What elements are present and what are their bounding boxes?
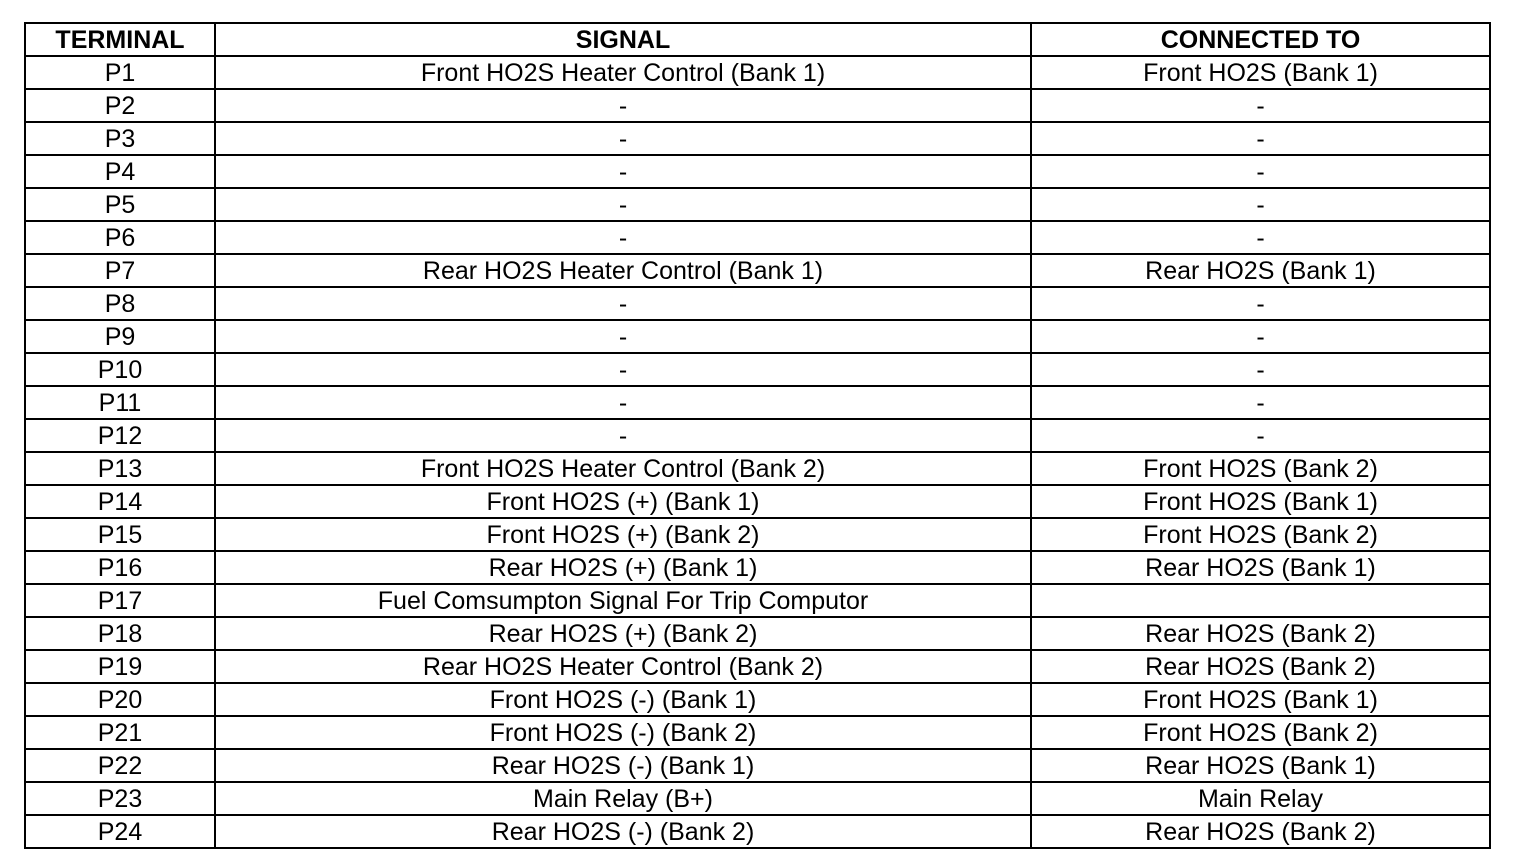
- signal-cell: Front HO2S (-) (Bank 2): [215, 716, 1031, 749]
- table-row: [25, 287, 1490, 320]
- header-signal: SIGNAL: [215, 23, 1031, 56]
- terminal-cell: P8: [25, 287, 215, 320]
- terminal-cell: P10: [25, 353, 215, 386]
- terminal-table-container: [24, 22, 1489, 849]
- signal-cell: -: [215, 320, 1031, 353]
- signal-cell: -: [215, 155, 1031, 188]
- terminal-cell: P20: [25, 683, 215, 716]
- signal-cell: -: [215, 89, 1031, 122]
- terminal-cell: P2: [25, 89, 215, 122]
- signal-cell: Rear HO2S (-) (Bank 1): [215, 749, 1031, 782]
- table-row: [25, 518, 1490, 551]
- terminal-cell: P16: [25, 551, 215, 584]
- connected-to-cell: -: [1031, 419, 1490, 452]
- signal-cell: Rear HO2S (-) (Bank 2): [215, 815, 1031, 848]
- connected-to-cell: -: [1031, 287, 1490, 320]
- connected-to-cell: Front HO2S (Bank 1): [1031, 683, 1490, 716]
- table-row: [25, 254, 1490, 287]
- connected-to-cell: Front HO2S (Bank 2): [1031, 518, 1490, 551]
- signal-cell: Main Relay (B+): [215, 782, 1031, 815]
- terminal-cell: P12: [25, 419, 215, 452]
- table-header: [25, 23, 1490, 56]
- table-row: [25, 122, 1490, 155]
- connected-to-cell: Rear HO2S (Bank 1): [1031, 749, 1490, 782]
- connected-to-cell: -: [1031, 188, 1490, 221]
- terminal-cell: P22: [25, 749, 215, 782]
- connected-to-cell: -: [1031, 353, 1490, 386]
- signal-cell: -: [215, 188, 1031, 221]
- table-row: [25, 155, 1490, 188]
- terminal-cell: P18: [25, 617, 215, 650]
- signal-cell: -: [215, 386, 1031, 419]
- terminal-cell: P21: [25, 716, 215, 749]
- signal-cell: -: [215, 287, 1031, 320]
- table-row: [25, 485, 1490, 518]
- table-row: [25, 551, 1490, 584]
- header-row: [25, 23, 1490, 56]
- table-row: [25, 56, 1490, 89]
- terminal-cell: P24: [25, 815, 215, 848]
- connected-to-cell: -: [1031, 221, 1490, 254]
- signal-cell: Front HO2S (-) (Bank 1): [215, 683, 1031, 716]
- terminal-cell: P4: [25, 155, 215, 188]
- terminal-cell: P13: [25, 452, 215, 485]
- terminal-cell: P17: [25, 584, 215, 617]
- signal-cell: Rear HO2S (+) (Bank 1): [215, 551, 1031, 584]
- connected-to-cell: Rear HO2S (Bank 2): [1031, 617, 1490, 650]
- connected-to-cell: -: [1031, 320, 1490, 353]
- connected-to-cell: Rear HO2S (Bank 2): [1031, 815, 1490, 848]
- signal-cell: Front HO2S (+) (Bank 2): [215, 518, 1031, 551]
- signal-cell: Rear HO2S Heater Control (Bank 1): [215, 254, 1031, 287]
- signal-cell: Front HO2S (+) (Bank 1): [215, 485, 1031, 518]
- signal-cell: -: [215, 221, 1031, 254]
- signal-cell: -: [215, 419, 1031, 452]
- connected-to-cell: [1031, 584, 1490, 617]
- connected-to-cell: Rear HO2S (Bank 1): [1031, 254, 1490, 287]
- table-row: [25, 617, 1490, 650]
- connected-to-cell: Front HO2S (Bank 2): [1031, 716, 1490, 749]
- terminal-cell: P5: [25, 188, 215, 221]
- connected-to-cell: -: [1031, 386, 1490, 419]
- table-row: [25, 683, 1490, 716]
- signal-cell: Rear HO2S (+) (Bank 2): [215, 617, 1031, 650]
- terminal-cell: P3: [25, 122, 215, 155]
- terminal-cell: P19: [25, 650, 215, 683]
- header-terminal: TERMINAL: [25, 23, 215, 56]
- terminal-cell: P23: [25, 782, 215, 815]
- terminal-cell: P1: [25, 56, 215, 89]
- connected-to-cell: Front HO2S (Bank 1): [1031, 485, 1490, 518]
- table-row: [25, 584, 1490, 617]
- terminal-cell: P11: [25, 386, 215, 419]
- terminal-table: [24, 22, 1491, 849]
- table-row: [25, 353, 1490, 386]
- connected-to-cell: Main Relay: [1031, 782, 1490, 815]
- signal-cell: Front HO2S Heater Control (Bank 2): [215, 452, 1031, 485]
- terminal-cell: P14: [25, 485, 215, 518]
- connected-to-cell: -: [1031, 122, 1490, 155]
- table-row: [25, 188, 1490, 221]
- table-row: [25, 815, 1490, 848]
- signal-cell: -: [215, 122, 1031, 155]
- connected-to-cell: Rear HO2S (Bank 2): [1031, 650, 1490, 683]
- table-row: [25, 650, 1490, 683]
- connected-to-cell: -: [1031, 89, 1490, 122]
- table-row: [25, 452, 1490, 485]
- signal-cell: Front HO2S Heater Control (Bank 1): [215, 56, 1031, 89]
- terminal-cell: P15: [25, 518, 215, 551]
- table-body: [25, 56, 1490, 848]
- signal-cell: Rear HO2S Heater Control (Bank 2): [215, 650, 1031, 683]
- table-row: [25, 221, 1490, 254]
- header-connected-to: CONNECTED TO: [1031, 23, 1490, 56]
- table-row: [25, 386, 1490, 419]
- connected-to-cell: -: [1031, 155, 1490, 188]
- connected-to-cell: Front HO2S (Bank 2): [1031, 452, 1490, 485]
- table-row: [25, 320, 1490, 353]
- terminal-cell: P6: [25, 221, 215, 254]
- table-row: [25, 749, 1490, 782]
- table-row: [25, 89, 1490, 122]
- table-row: [25, 716, 1490, 749]
- table-row: [25, 419, 1490, 452]
- table-row: [25, 782, 1490, 815]
- terminal-cell: P9: [25, 320, 215, 353]
- connected-to-cell: Front HO2S (Bank 1): [1031, 56, 1490, 89]
- connected-to-cell: Rear HO2S (Bank 1): [1031, 551, 1490, 584]
- signal-cell: -: [215, 353, 1031, 386]
- signal-cell: Fuel Comsumpton Signal For Trip Computor: [215, 584, 1031, 617]
- terminal-cell: P7: [25, 254, 215, 287]
